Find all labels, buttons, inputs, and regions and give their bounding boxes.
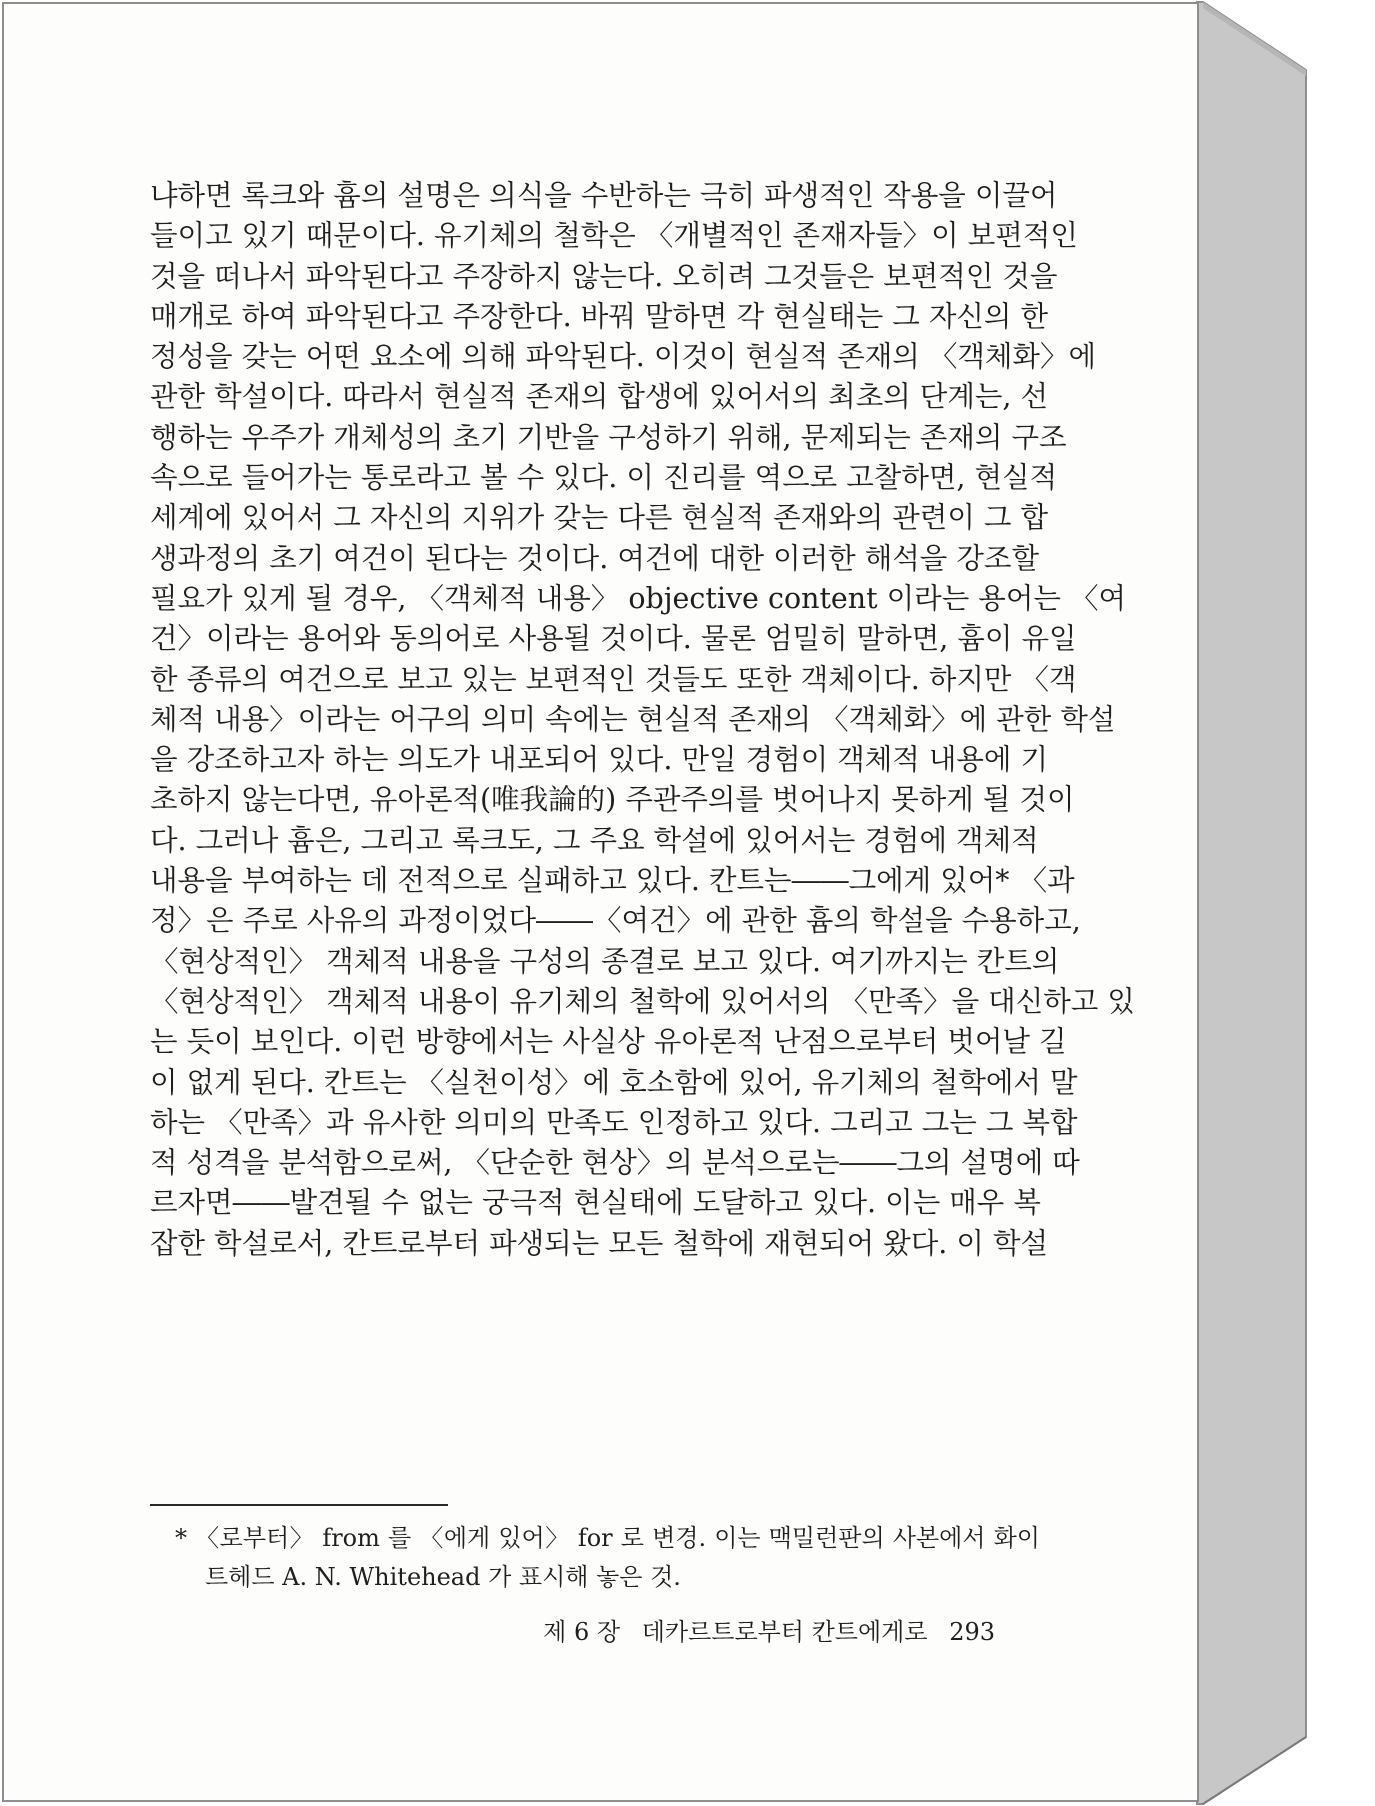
- body-line: 관한 학설이다. 따라서 현실적 존재의 합생에 있어서의 최초의 단계는, 선: [150, 380, 1049, 414]
- body-line: 내용을 부여하는 데 전적으로 실패하고 있다. 칸트는――그에게 있어* 〈과: [150, 864, 1075, 898]
- body-line: 적 성격을 분석함으로써, 〈단순한 현상〉의 분석으로는――그의 설명에 따: [150, 1146, 1080, 1180]
- body-text: [150, 176, 1135, 1264]
- body-line: 체적 내용〉이라는 어구의 의미 속에는 현실적 존재의 〈객체화〉에 관한 학설: [150, 702, 1116, 736]
- running-footer: [529, 1612, 995, 1647]
- body-line: 것을 떠나서 파악된다고 주장하지 않는다. 오히려 그것들은 보편적인 것을: [150, 259, 1058, 293]
- body-line: 〈현상적인〉 객체적 내용이 유기체의 철학에 있어서의 〈만족〉을 대신하고 있: [150, 984, 1135, 1018]
- body-line: 을 강조하고자 하는 의도가 내포되어 있다. 만일 경험이 객체적 내용에 기: [150, 743, 1049, 777]
- body-line: 르자면――발견될 수 없는 궁극적 현실태에 도달하고 있다. 이는 매우 복: [150, 1186, 1041, 1220]
- body-line: 들이고 있기 때문이다. 유기체의 철학은 〈개별적인 존재자들〉이 보편적인: [150, 219, 1078, 253]
- footnote-line-1: * 〈로부터〉 from 를 〈에게 있어〉 for 로 변경. 이는 맥밀런판의 사본에서 화이: [175, 1524, 1040, 1552]
- body-line: 건〉이라는 용어와 동의어로 사용될 것이다. 물론 엄밀히 말하면, 흄이 유일: [150, 622, 1077, 656]
- footnote: [175, 1519, 1040, 1597]
- body-line: 세계에 있어서 그 자신의 지위가 갖는 다른 현실적 존재와의 관련이 그 합: [150, 501, 1049, 535]
- body-line: 냐하면 록크와 흄의 설명은 의식을 수반하는 극히 파생적인 작용을 이끌어: [150, 179, 1058, 212]
- footer-chapter: 제 6 장: [543, 1618, 621, 1646]
- body-line: 잡한 학설로서, 칸트로부터 파생되는 모든 철학에 재현되어 왔다. 이 학설: [150, 1226, 1049, 1260]
- body-line: 매개로 하여 파악된다고 주장한다. 바꿔 말하면 각 현실태는 그 자신의 한: [150, 299, 1049, 333]
- body-line: 정성을 갖는 어떤 요소에 의해 파악된다. 이것이 현실적 존재의 〈객체화〉에: [150, 340, 1096, 374]
- page-number: 293: [949, 1618, 995, 1646]
- body-line: 다. 그러나 흄은, 그리고 록크도, 그 주요 학설에 있어서는 경험에 객체적: [150, 823, 1039, 857]
- body-line: 이 없게 된다. 칸트는 〈실천이성〉에 호소함에 있어, 유기체의 철학에서 말: [150, 1065, 1078, 1099]
- footnote-line-2: 트헤드 A. N. Whitehead 가 표시해 놓은 것.: [205, 1563, 681, 1591]
- body-line: 초하지 않는다면, 유아론적(唯我論的) 주관주의를 벗어나지 못하게 될 것이: [150, 783, 1075, 817]
- footer-title: 데카르트로부터 칸트에게로: [641, 1618, 928, 1646]
- body-line: 행하는 우주가 개체성의 초기 기반을 구성하기 위해, 문제되는 존재의 구조: [150, 420, 1067, 454]
- footnote-divider: [150, 1504, 448, 1506]
- body-line: 정〉은 주로 사유의 과정이었다――〈여건〉에 관한 흄의 학설을 수용하고,: [150, 904, 1081, 938]
- body-line: 생과정의 초기 여건이 된다는 것이다. 여건에 대한 이러한 해석을 강조할: [150, 541, 1039, 575]
- body-line: 하는 〈만족〉과 유사한 의미의 만족도 인정하고 있다. 그리고 그는 그 복합: [150, 1105, 1078, 1139]
- body-line: 속으로 들어가는 통로라고 볼 수 있다. 이 진리를 역으로 고찰하면, 현실적: [150, 461, 1058, 495]
- body-line: 필요가 있게 될 경우, 〈객체적 내용〉 objective content 이라는 용어는 〈여: [150, 581, 1126, 615]
- body-line: 는 듯이 보인다. 이런 방향에서는 사실상 유아론적 난점으로부터 벗어날 길: [150, 1025, 1067, 1059]
- body-line: 한 종류의 여건으로 보고 있는 보편적인 것들도 또한 객체이다. 하지만 〈객: [150, 662, 1077, 696]
- body-line: 〈현상적인〉 객체적 내용을 구성의 종결로 보고 있다. 여기까지는 칸트의: [150, 944, 1060, 978]
